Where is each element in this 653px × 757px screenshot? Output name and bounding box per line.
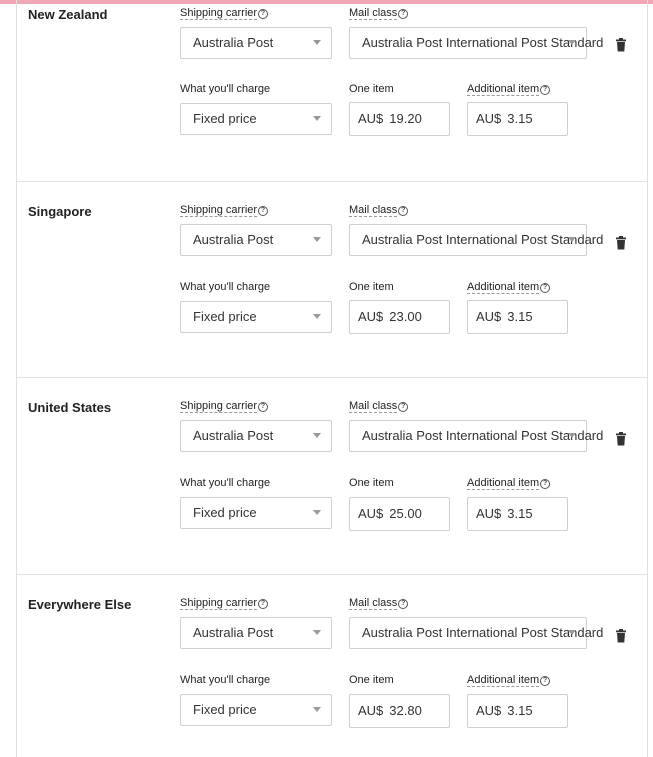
help-icon[interactable]: ?	[258, 9, 268, 19]
select-value: Australia Post	[193, 35, 274, 50]
shipping-carrier-select[interactable]	[180, 224, 332, 256]
label-text: What you'll charge	[180, 281, 271, 293]
label-text: Additional item	[467, 83, 540, 95]
trash-icon	[615, 38, 627, 52]
help-icon[interactable]: ?	[258, 599, 268, 609]
currency-prefix: AU$	[358, 506, 384, 521]
delete-row-button[interactable]	[615, 629, 627, 643]
label-text: Mail class	[349, 7, 398, 19]
currency-prefix: AU$	[476, 309, 502, 324]
shipping-carrier-select[interactable]	[180, 617, 332, 649]
label-text: Mail class	[349, 597, 398, 609]
shipping-destinations-panel	[16, 0, 648, 757]
help-icon[interactable]: ?	[398, 599, 408, 609]
select-value: Fixed price	[193, 505, 257, 520]
chevron-down-icon	[313, 40, 321, 45]
charge-type-select[interactable]	[180, 497, 332, 529]
mail-class-label	[349, 204, 408, 216]
shipping-carrier-label	[180, 400, 268, 412]
label-text: What you'll charge	[180, 477, 271, 489]
select-value: Fixed price	[193, 309, 257, 324]
help-icon[interactable]: ?	[258, 402, 268, 412]
price-value: 25.00	[389, 506, 422, 521]
trash-icon	[615, 236, 627, 250]
help-icon[interactable]: ?	[540, 676, 550, 686]
charge-type-select[interactable]	[180, 103, 332, 135]
destination-name: New Zealand	[28, 7, 108, 22]
charge-type-select[interactable]	[180, 301, 332, 333]
additional-item-label	[467, 281, 550, 293]
help-icon[interactable]: ?	[540, 283, 550, 293]
additional-item-label	[467, 83, 550, 95]
select-value: Australia Post	[193, 625, 274, 640]
select-value: Fixed price	[193, 702, 257, 717]
destination-name: Everywhere Else	[28, 597, 132, 612]
charge-label	[180, 477, 270, 489]
chevron-down-icon	[568, 433, 576, 438]
shipping-row-singapore	[17, 181, 648, 378]
select-value: Australia Post International Post Standard	[362, 232, 604, 247]
help-icon[interactable]: ?	[258, 206, 268, 216]
charge-type-select[interactable]	[180, 694, 332, 726]
chevron-down-icon	[313, 630, 321, 635]
shipping-row-united-states	[17, 377, 648, 574]
label-text: Shipping carrier	[180, 204, 258, 216]
additional-item-price-input[interactable]	[467, 694, 568, 728]
one-item-label	[349, 83, 394, 95]
select-value: Australia Post	[193, 428, 274, 443]
label-text: Mail class	[349, 400, 398, 412]
one-item-price-input[interactable]	[349, 102, 450, 136]
trash-icon	[615, 432, 627, 446]
charge-label	[180, 674, 270, 686]
additional-item-price-input[interactable]	[467, 102, 568, 136]
shipping-carrier-label	[180, 7, 268, 19]
label-text: One item	[349, 477, 394, 489]
price-value: 23.00	[389, 309, 422, 324]
mail-class-select[interactable]	[349, 27, 604, 59]
chevron-down-icon	[313, 510, 321, 515]
select-value: Australia Post	[193, 232, 274, 247]
chevron-down-icon	[313, 433, 321, 438]
delete-row-button[interactable]	[615, 236, 627, 250]
shipping-carrier-label	[180, 597, 268, 609]
mail-class-select[interactable]	[349, 420, 604, 452]
currency-prefix: AU$	[476, 111, 502, 126]
mail-class-select[interactable]	[349, 617, 604, 649]
mail-class-select[interactable]	[349, 224, 604, 256]
chevron-down-icon	[313, 116, 321, 121]
label-text: Shipping carrier	[180, 7, 258, 19]
currency-prefix: AU$	[358, 703, 384, 718]
chevron-down-icon	[313, 707, 321, 712]
label-text: Mail class	[349, 204, 398, 216]
label-text: Additional item	[467, 674, 540, 686]
destination-name: United States	[28, 400, 112, 415]
additional-item-price-input[interactable]	[467, 300, 568, 334]
mail-class-label	[349, 597, 408, 609]
mail-class-label	[349, 400, 408, 412]
label-text: One item	[349, 281, 394, 293]
help-icon[interactable]: ?	[398, 9, 408, 19]
additional-item-label	[467, 674, 550, 686]
price-value: 32.80	[389, 703, 422, 718]
label-text: Additional item	[467, 477, 540, 489]
help-icon[interactable]: ?	[398, 402, 408, 412]
one-item-price-input[interactable]	[349, 497, 450, 531]
chevron-down-icon	[568, 630, 576, 635]
currency-prefix: AU$	[358, 111, 384, 126]
select-value: Fixed price	[193, 111, 257, 126]
shipping-row-new-zealand	[17, 0, 648, 197]
label-text: What you'll charge	[180, 83, 271, 95]
label-text: Shipping carrier	[180, 597, 258, 609]
currency-prefix: AU$	[476, 703, 502, 718]
additional-item-price-input[interactable]	[467, 497, 568, 531]
price-value: 3.15	[507, 111, 533, 126]
one-item-label	[349, 281, 394, 293]
select-value: Australia Post International Post Standard	[362, 428, 604, 443]
shipping-row-everywhere-else	[17, 574, 648, 757]
price-value: 19.20	[389, 111, 422, 126]
chevron-down-icon	[568, 237, 576, 242]
delete-row-button[interactable]	[615, 432, 627, 446]
chevron-down-icon	[313, 314, 321, 319]
label-text: Additional item	[467, 281, 540, 293]
currency-prefix: AU$	[476, 506, 502, 521]
label-text: What you'll charge	[180, 674, 271, 686]
charge-label	[180, 83, 270, 95]
one-item-label	[349, 674, 394, 686]
select-value: Australia Post International Post Standard	[362, 625, 604, 640]
chevron-down-icon	[313, 237, 321, 242]
select-value: Australia Post International Post Standard	[362, 35, 604, 50]
chevron-down-icon	[568, 40, 576, 45]
mail-class-label	[349, 7, 408, 19]
help-icon[interactable]: ?	[398, 206, 408, 216]
shipping-carrier-label	[180, 204, 268, 216]
label-text: Shipping carrier	[180, 400, 258, 412]
destination-name: Singapore	[28, 204, 92, 219]
charge-label	[180, 281, 270, 293]
label-text: One item	[349, 674, 394, 686]
one-item-price-input[interactable]	[349, 694, 450, 728]
help-icon[interactable]: ?	[540, 479, 550, 489]
shipping-carrier-select[interactable]	[180, 420, 332, 452]
price-value: 3.15	[507, 703, 533, 718]
trash-icon	[615, 629, 627, 643]
one-item-label	[349, 477, 394, 489]
shipping-carrier-select[interactable]	[180, 27, 332, 59]
label-text: One item	[349, 83, 394, 95]
price-value: 3.15	[507, 506, 533, 521]
price-value: 3.15	[507, 309, 533, 324]
currency-prefix: AU$	[358, 309, 384, 324]
one-item-price-input[interactable]	[349, 300, 450, 334]
help-icon[interactable]: ?	[540, 85, 550, 95]
additional-item-label	[467, 477, 550, 489]
delete-row-button[interactable]	[615, 38, 627, 52]
